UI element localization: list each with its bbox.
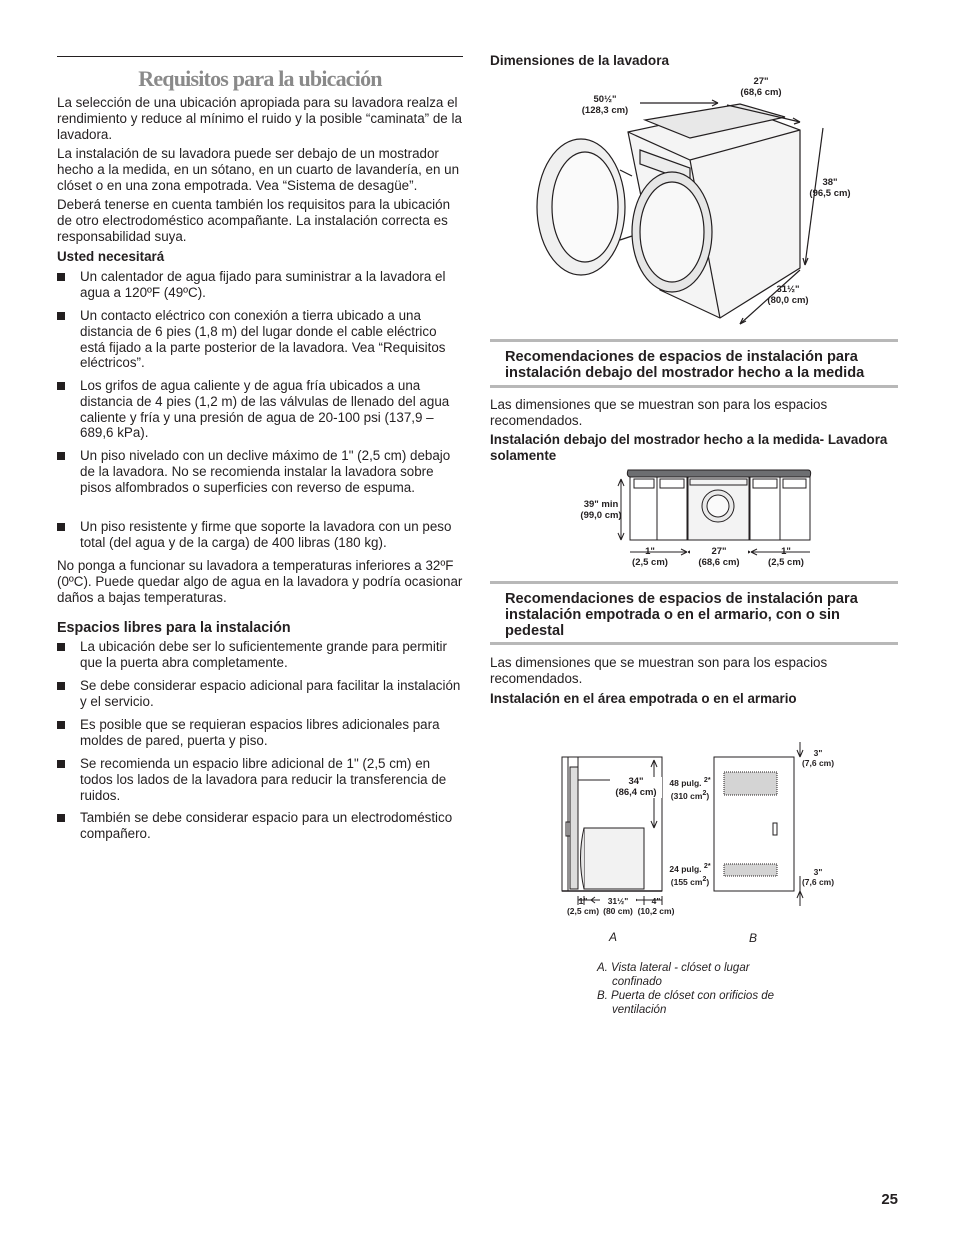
closet-bottom-vent-dimension: [664, 861, 716, 887]
need-item: Un calentador de agua fijado para suministrar a la lavadora el agua a 120ºF (49ºC).: [57, 269, 463, 301]
clearance-item: También se debe considerar espacio para un electrodoméstico compañero.: [57, 810, 463, 842]
closet-bottom-vent-star: *: [707, 862, 711, 870]
height-dimension-in: 38": [822, 177, 838, 188]
counter-min-height-cm: (99,0 cm): [580, 509, 622, 521]
need-item: Un contacto eléctrico con conexión a tierra ubicado a una distancia de 6 pies (1,8 m) del lugar donde el cable eléctrico está fijado a la parte posterior de la lavadora. Vea “Requisitos eléctricos”.: [57, 308, 463, 371]
closet-bottom-vent-close: ): [706, 876, 710, 887]
counter-left-gap-in: 1": [645, 546, 655, 557]
intro-paragraph-3: Deberá tenerse en cuenta también los requisitos para la ubicación de otro electrodoméstico acompañante. La instalación correcta es responsabilidad suya.: [57, 197, 451, 244]
clearance-item: Se debe considerar espacio adicional para facilitar la instalación y el servicio.: [57, 678, 463, 710]
need-item: Los grifos de agua caliente y de agua fría ubicados a una distancia de 4 pies (1,2 m) de las válvulas de llenado del agua caliente y fría y una presión de agua de 20-100 psi (137,9 – 689,6 kPa).: [57, 378, 463, 441]
clearance-item: La ubicación debe ser lo suficientemente grande para permitir que la puerta abra completamente.: [57, 639, 463, 671]
need-heading: Usted necesitará: [57, 249, 165, 264]
counter-section-heading: Recomendaciones de espacios de instalación para instalación debajo del mostrador hecho a la medida: [505, 349, 865, 381]
caption-a-line-2: confinado: [612, 975, 662, 988]
closet-bottom-margin-in: 3": [813, 867, 823, 877]
counter-min-height-in: 39" min: [583, 499, 619, 510]
page-title: Requisitos para la ubicación: [138, 66, 382, 91]
counter-subheading: Instalación debajo del mostrador hecho a la medida- Lavadora solamente: [490, 432, 888, 463]
closet-top-vent-star: *: [707, 776, 711, 784]
caption-a-line-1: A. Vista lateral - clóset o lugar: [597, 962, 750, 974]
closet-shelf-in: 34": [628, 776, 644, 787]
closet-top-vent-close: ): [706, 790, 710, 801]
closet-depth-in: 31½": [607, 896, 629, 906]
need-item: Un piso resistente y firme que soporte la lavadora con un peso total (del agua y de la carga) de 400 libras (180 kg).: [57, 519, 463, 551]
closet-rear-gap-cm: (10,2 cm): [637, 906, 675, 916]
caption-a: [597, 962, 817, 989]
closet-section-heading: Recomendaciones de espacios de instalación para instalación empotrada o en el armario, con o sin pedestal: [505, 591, 858, 639]
closet-rear-gap-in: 4": [651, 896, 661, 906]
page-number: 25: [881, 1191, 898, 1208]
closet-bottom-margin-cm: (7,6 cm): [801, 877, 835, 887]
caption-b: [597, 990, 817, 1017]
closet-top-margin: [796, 748, 840, 768]
need-item: Un piso nivelado con un declive máximo de 1" (2,5 cm) debajo de la lavadora. No se recomienda instalar la lavadora sobre pisos alfombrados o superficies con reverso de espuma.: [57, 448, 463, 495]
clearance-item: Se recomienda un espacio libre adicional de 1" (2,5 cm) en todos los lados de la lavadora para reducir la transferencia de ruidos.: [57, 756, 463, 803]
figure-label-b: B: [749, 931, 758, 945]
closet-side-gap-cm: (2,5 cm): [566, 906, 600, 916]
closet-top-margin-in: 3": [813, 748, 823, 758]
closet-top-vent-cm-sup: 2: [702, 788, 707, 797]
closet-shelf-dimension: [610, 777, 662, 798]
counter-width-in: 27": [711, 546, 727, 557]
depth-dimension-in: 31½": [776, 284, 800, 295]
closet-side-gap: [563, 896, 603, 916]
door-dimension-cm: (128,3 cm): [581, 104, 629, 116]
closet-bottom-vent-cm: (155 cm: [670, 876, 703, 887]
closet-top-vent-dimension: [664, 775, 716, 801]
counter-right-gap-cm: (2,5 cm): [768, 556, 804, 568]
closet-depth-cm: (80 cm): [603, 906, 633, 916]
depth-dimension-cm: (80,0 cm): [767, 294, 809, 306]
closet-subheading: Instalación en el área empotrada o en el armario: [490, 691, 797, 706]
intro-paragraph-1: La selección de una ubicación apropiada para su lavadora realza el rendimiento y reduce al mínimo el ruido y la posible “caminata” de la lavadora.: [57, 95, 462, 142]
closet-top-vent-cm: (310 cm: [670, 790, 703, 801]
closet-note: Las dimensiones que se muestran son para los espacios recomendados.: [490, 655, 828, 686]
caption-b-line-1: B. Puerta de clóset con orificios de: [597, 990, 775, 1002]
temperature-note: No ponga a funcionar su lavadora a temperaturas inferiores a 32ºF (0ºC). Puede quedar algo de agua en la lavadora y podría ocasionar daños a bajas temperaturas.: [57, 558, 463, 605]
figure-label-a: A: [609, 930, 618, 944]
closet-bottom-vent-cm-sup: 2: [702, 874, 707, 883]
counter-note: Las dimensiones que se muestran son para los espacios recomendados.: [490, 397, 828, 428]
clearance-item: Es posible que se requieran espacios libres adicionales para moldes de pared, puerta y piso.: [57, 717, 463, 749]
counter-right-gap-in: 1": [781, 546, 791, 557]
closet-rear-gap: [634, 896, 678, 916]
closet-top-vent-sup: 2: [703, 776, 708, 784]
closet-bottom-vent-sup: 2: [703, 862, 708, 870]
closet-top-vent-in: 48 pulg.: [669, 777, 702, 788]
counter-left-gap-cm: (2,5 cm): [632, 556, 668, 568]
width-dimension-in: 27": [753, 76, 769, 87]
closet-bottom-margin: [796, 867, 840, 887]
counter-width-cm: (68,6 cm): [698, 556, 740, 568]
closet-side-gap-in: 1": [578, 896, 588, 906]
door-dimension-in: 50½": [593, 94, 617, 105]
washer-dimensions-heading: Dimensiones de la lavadora: [490, 53, 670, 68]
height-dimension-cm: (96,5 cm): [809, 187, 851, 199]
closet-shelf-cm: (86,4 cm): [615, 786, 657, 798]
caption-b-line-2: ventilación: [612, 1003, 667, 1016]
closet-depth: [600, 896, 636, 916]
closet-bottom-vent-in: 24 pulg.: [669, 863, 702, 874]
clearance-heading: Espacios libres para la instalación: [57, 620, 291, 636]
width-dimension-cm: (68,6 cm): [740, 86, 782, 98]
intro-paragraph-2: La instalación de su lavadora puede ser debajo de un mostrador hecho a la medida, en un sótano, en un cuarto de lavandería, en un clóset o en una zona empotrada. Vea “Sistema de desagüe”.: [57, 146, 460, 193]
closet-top-margin-cm: (7,6 cm): [801, 758, 835, 768]
